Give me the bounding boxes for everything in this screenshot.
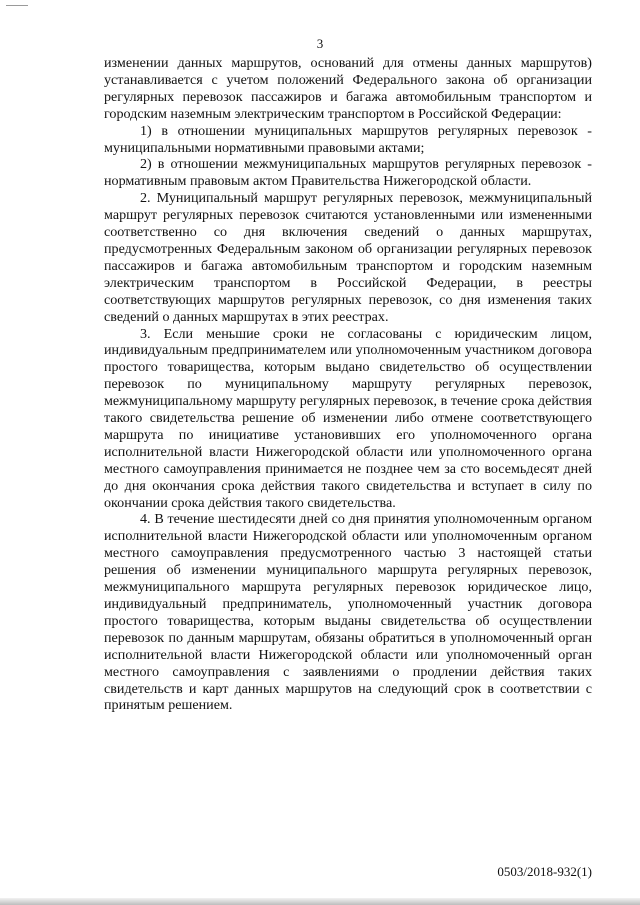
document-code: 0503/2018-932(1) <box>497 864 592 879</box>
page-number: 3 <box>316 36 324 51</box>
paragraph-section-3: 3. Если меньшие сроки не согласованы с юридическим лицом, индивидуальным предпринимателем или уполномоченным участником договора простого товарищества, которым выдано свидетельство об осуществлении перевозок по муниципальному маршруту регулярных перевозок, межмуниципальному маршруту регулярных перевозок, в течение срока действия такого свидетельства решение об изменении либо отмене соответствующего маршрута по инициативе установивших его уполномоченного органа исполнительной власти Нижегородской области или уполномоченного органа местного самоуправления принимается не позднее чем за сто восемьдесят дней до дня окончания срока действия такого свидетельства и вступает в силу по окончании срока действия такого свидетельства. <box>104 325 592 511</box>
scan-mark <box>6 5 28 6</box>
paragraph-item-1: 1) в отношении муниципальных маршрутов регулярных перевозок - муниципальными нормативными правовыми актами; <box>104 122 592 156</box>
paragraph-section-2: 2. Муниципальный маршрут регулярных перевозок, межмуниципальный маршрут регулярных перевозок считаются установленными или измененными соответственно со дня включения сведений о данных маршрутах, предусмотренных Федеральным законом об организации регулярных перевозок пассажиров и багажа автомобильным транспортом и городским наземным электрическим транспортом в Российской Федерации, в реестры соответствующих маршрутов регулярных перевозок, со дня изменения таких сведений о данных маршрутах в этих реестрах. <box>104 190 592 325</box>
document-body <box>104 55 592 714</box>
scan-edge <box>0 898 640 905</box>
paragraph-continuation: изменении данных маршрутов, оснований для отмены данных маршрутов) устанавливается с учетом положений Федерального закона об организации регулярных перевозок пассажиров и багажа автомобильным транспортом и городским наземным электрическим транспортом в Российской Федерации: <box>104 55 592 122</box>
paragraph-section-4: 4. В течение шестидесяти дней со дня принятия уполномоченным органом исполнительной власти Нижегородской области или уполномоченным органом местного самоуправления предусмотренного частью 3 настоящей статьи решения об изменении муниципального маршрута регулярных перевозок, межмуниципального маршрута регулярных перевозок юридическое лицо, индивидуальный предприниматель, уполномоченный участник договора простого товарищества, которым выданы свидетельства об осуществлении перевозок по данным маршрутам, обязаны обратиться в уполномоченный орган исполнительной власти Нижегородской области или уполномоченный орган местного самоуправления с заявлениями о продлении действия таких свидетельств и карт данных маршрутов на следующий срок в соответствии с принятым решением. <box>104 511 592 714</box>
paragraph-item-2: 2) в отношении межмуниципальных маршрутов регулярных перевозок - нормативным правовым актом Правительства Нижегородской области. <box>104 156 592 190</box>
